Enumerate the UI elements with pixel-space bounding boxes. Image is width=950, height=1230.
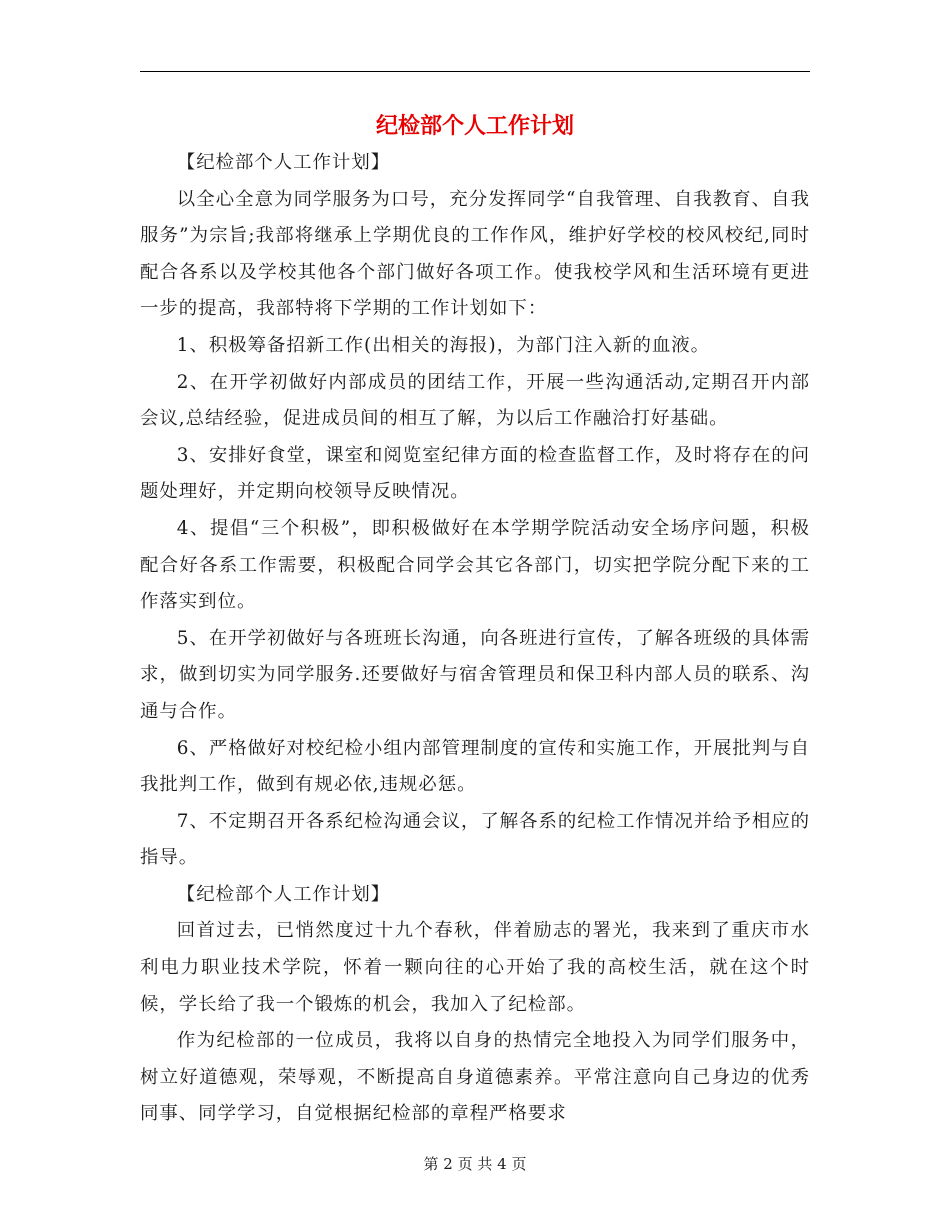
list-item: 4、提倡“三个积极”，即积极做好在本学期学院活动安全场序问题，积极配合好各系工作需要，积极配合同学会其它各部门，切实把学院分配下来的工作落实到位。: [140, 517, 810, 613]
body-paragraph: 回首过去，已悄然度过十九个春秋，伴着励志的署光，我来到了重庆市水利电力职业技术学院，怀着一颗向往的心开始了我的高校生活，就在这个时候，学长给了我一个锻炼的机会，我加入了纪检部。: [140, 920, 810, 1015]
list-item: 6、严格做好对校纪检小组内部管理制度的宣传和实施工作，开展批判与自我批判工作，做到有规必依,违规必惩。: [140, 737, 810, 796]
document-title: 纪检部个人工作计划: [375, 113, 574, 139]
header-rule: [140, 71, 810, 72]
list-item: 3、安排好食堂，课室和阅览室纪律方面的检查监督工作，及时将存在的问题处理好，并定期向校领导反映情况。: [140, 444, 810, 503]
section-heading: 【纪检部个人工作计划】: [176, 883, 391, 905]
list-item: 7、不定期召开各系纪检沟通会议，了解各系的纪检工作情况并给予相应的指导。: [140, 810, 810, 869]
page-number: 第 2 页 共 4 页: [423, 1155, 527, 1173]
body-paragraph: 作为纪检部的一位成员，我将以自身的热情完全地投入为同学们服务中，树立好道德观，荣辱观，不断提高自身道德素养。平常注意向自己身边的优秀同事、同学学习，自觉根据纪检部的章程严格要求: [140, 1030, 810, 1125]
list-item: 2、在开学初做好内部成员的团结工作，开展一些沟通活动,定期召开内部会议,总结经验，促进成员间的相互了解，为以后工作融洽打好基础。: [140, 371, 810, 430]
document-body: [140, 145, 810, 1133]
section-heading: 【纪检部个人工作计划】: [176, 152, 391, 173]
list-item: 1、积极筹备招新工作(出相关的海报)，为部门注入新的血液。: [176, 334, 711, 356]
body-paragraph: 以全心全意为同学服务为口号，充分发挥同学“自我管理、自我教育、自我服务”为宗旨;我部将继承上学期优良的工作作风，维护好学校的校风校纪,同时配合各系以及学校其他各个部门做好各项工作。使我校学风和生活环境有更进一步的提高，我部特将下学期的工作计划如下：: [140, 188, 810, 320]
list-item: 5、在开学初做好与各班班长沟通，向各班进行宣传，了解各班级的具体需求，做到切实为同学服务.还要做好与宿舍管理员和保卫科内部人员的联系、沟通与合作。: [140, 627, 810, 722]
